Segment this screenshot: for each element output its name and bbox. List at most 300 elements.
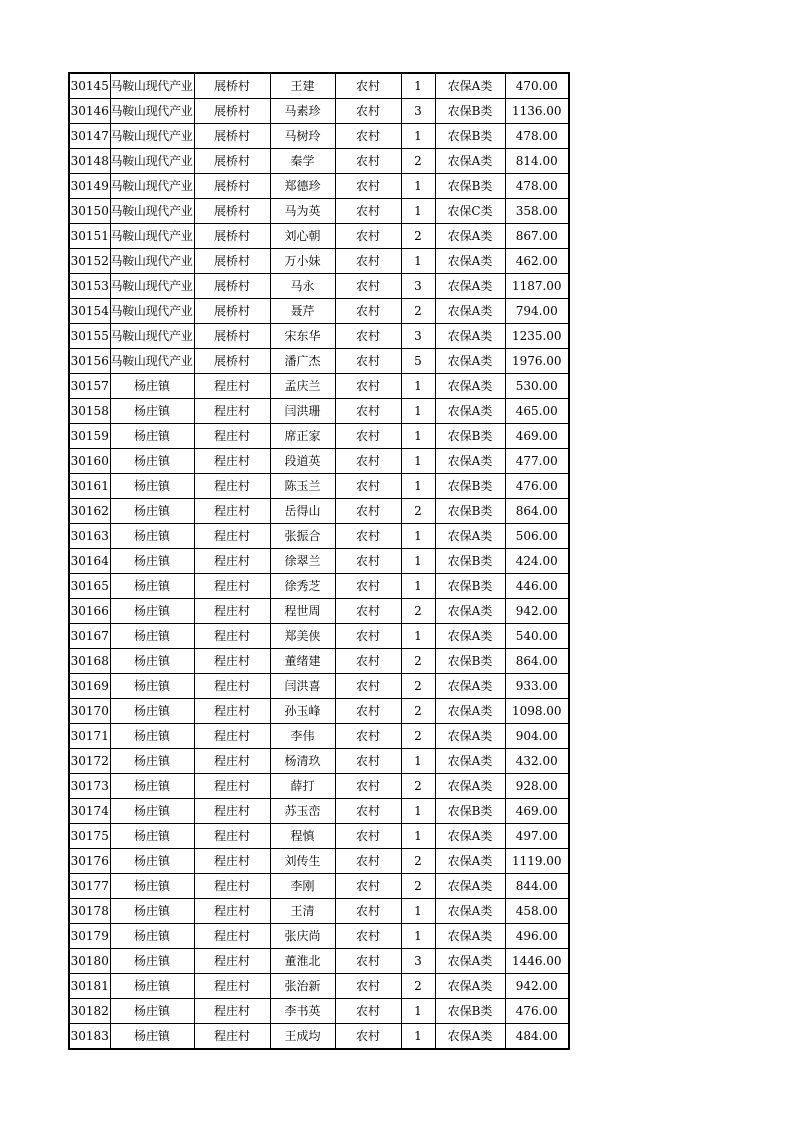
amount-cell: 1119.00 [505, 849, 569, 874]
town-cell: 马鞍山现代产业 [110, 199, 194, 224]
record-id-cell: 30168 [69, 649, 110, 674]
person-name-cell: 郑德珍 [270, 174, 335, 199]
residence-type-cell: 农村 [335, 474, 401, 499]
village-cell: 程庄村 [194, 1024, 270, 1050]
table-row [69, 399, 569, 424]
insurance-class-cell: 农保A类 [435, 1024, 505, 1050]
household-count-cell: 2 [401, 224, 435, 249]
table-row [69, 99, 569, 124]
village-cell: 程庄村 [194, 524, 270, 549]
table-row [69, 499, 569, 524]
amount-cell: 476.00 [505, 999, 569, 1024]
amount-cell: 470.00 [505, 73, 569, 99]
person-name-cell: 闫洪珊 [270, 399, 335, 424]
amount-cell: 1446.00 [505, 949, 569, 974]
household-count-cell: 1 [401, 799, 435, 824]
household-count-cell: 3 [401, 324, 435, 349]
person-name-cell: 陈玉兰 [270, 474, 335, 499]
record-id-cell: 30161 [69, 474, 110, 499]
insurance-class-cell: 农保A类 [435, 774, 505, 799]
record-id-cell: 30152 [69, 249, 110, 274]
village-cell: 程庄村 [194, 874, 270, 899]
household-count-cell: 2 [401, 974, 435, 999]
person-name-cell: 席正家 [270, 424, 335, 449]
town-cell: 杨庄镇 [110, 724, 194, 749]
amount-cell: 469.00 [505, 799, 569, 824]
insurance-class-cell: 农保A类 [435, 349, 505, 374]
town-cell: 马鞍山现代产业 [110, 349, 194, 374]
town-cell: 马鞍山现代产业 [110, 299, 194, 324]
amount-cell: 904.00 [505, 724, 569, 749]
insurance-class-cell: 农保A类 [435, 449, 505, 474]
person-name-cell: 杨清玖 [270, 749, 335, 774]
amount-cell: 814.00 [505, 149, 569, 174]
record-id-cell: 30154 [69, 299, 110, 324]
insurance-class-cell: 农保A类 [435, 824, 505, 849]
amount-cell: 465.00 [505, 399, 569, 424]
person-name-cell: 马树玲 [270, 124, 335, 149]
table-row [69, 73, 569, 99]
record-id-cell: 30146 [69, 99, 110, 124]
household-count-cell: 3 [401, 99, 435, 124]
amount-cell: 506.00 [505, 524, 569, 549]
residence-type-cell: 农村 [335, 749, 401, 774]
village-cell: 程庄村 [194, 974, 270, 999]
residence-type-cell: 农村 [335, 174, 401, 199]
record-id-cell: 30176 [69, 849, 110, 874]
amount-cell: 928.00 [505, 774, 569, 799]
amount-cell: 497.00 [505, 824, 569, 849]
town-cell: 杨庄镇 [110, 974, 194, 999]
record-id-cell: 30159 [69, 424, 110, 449]
table-row [69, 424, 569, 449]
village-cell: 展桥村 [194, 149, 270, 174]
household-count-cell: 1 [401, 824, 435, 849]
table-row [69, 199, 569, 224]
residence-type-cell: 农村 [335, 274, 401, 299]
household-count-cell: 1 [401, 574, 435, 599]
table-row [69, 574, 569, 599]
town-cell: 杨庄镇 [110, 949, 194, 974]
residence-type-cell: 农村 [335, 924, 401, 949]
household-count-cell: 1 [401, 249, 435, 274]
village-cell: 程庄村 [194, 899, 270, 924]
table-row [69, 549, 569, 574]
record-id-cell: 30163 [69, 524, 110, 549]
amount-cell: 942.00 [505, 974, 569, 999]
person-name-cell: 董绪建 [270, 649, 335, 674]
village-cell: 展桥村 [194, 299, 270, 324]
village-cell: 程庄村 [194, 374, 270, 399]
town-cell: 马鞍山现代产业 [110, 124, 194, 149]
person-name-cell: 郑美侠 [270, 624, 335, 649]
residence-type-cell: 农村 [335, 324, 401, 349]
amount-cell: 1235.00 [505, 324, 569, 349]
village-cell: 展桥村 [194, 274, 270, 299]
household-count-cell: 3 [401, 274, 435, 299]
insurance-class-cell: 农保B类 [435, 499, 505, 524]
village-cell: 程庄村 [194, 674, 270, 699]
residence-type-cell: 农村 [335, 624, 401, 649]
person-name-cell: 张振合 [270, 524, 335, 549]
record-id-cell: 30167 [69, 624, 110, 649]
town-cell: 杨庄镇 [110, 549, 194, 574]
village-cell: 程庄村 [194, 799, 270, 824]
amount-cell: 478.00 [505, 174, 569, 199]
record-id-cell: 30162 [69, 499, 110, 524]
residence-type-cell: 农村 [335, 224, 401, 249]
table-row [69, 924, 569, 949]
household-count-cell: 1 [401, 999, 435, 1024]
person-name-cell: 刘传生 [270, 849, 335, 874]
household-count-cell: 1 [401, 749, 435, 774]
town-cell: 杨庄镇 [110, 649, 194, 674]
village-cell: 展桥村 [194, 249, 270, 274]
record-id-cell: 30155 [69, 324, 110, 349]
record-id-cell: 30181 [69, 974, 110, 999]
residence-type-cell: 农村 [335, 999, 401, 1024]
town-cell: 马鞍山现代产业 [110, 174, 194, 199]
insurance-class-cell: 农保A类 [435, 224, 505, 249]
town-cell: 杨庄镇 [110, 799, 194, 824]
table-row [69, 849, 569, 874]
town-cell: 杨庄镇 [110, 624, 194, 649]
table-row [69, 949, 569, 974]
amount-cell: 462.00 [505, 249, 569, 274]
town-cell: 杨庄镇 [110, 849, 194, 874]
village-cell: 程庄村 [194, 749, 270, 774]
amount-cell: 1098.00 [505, 699, 569, 724]
residence-type-cell: 农村 [335, 649, 401, 674]
village-cell: 程庄村 [194, 699, 270, 724]
table-row [69, 1024, 569, 1050]
village-cell: 程庄村 [194, 924, 270, 949]
household-count-cell: 2 [401, 724, 435, 749]
household-count-cell: 2 [401, 849, 435, 874]
person-name-cell: 王清 [270, 899, 335, 924]
town-cell: 杨庄镇 [110, 899, 194, 924]
table-row [69, 724, 569, 749]
amount-cell: 942.00 [505, 599, 569, 624]
record-id-cell: 30165 [69, 574, 110, 599]
amount-cell: 469.00 [505, 424, 569, 449]
record-id-cell: 30166 [69, 599, 110, 624]
record-id-cell: 30145 [69, 73, 110, 99]
town-cell: 杨庄镇 [110, 374, 194, 399]
amount-cell: 867.00 [505, 224, 569, 249]
person-name-cell: 张庆尚 [270, 924, 335, 949]
household-count-cell: 2 [401, 599, 435, 624]
insurance-class-cell: 农保A类 [435, 949, 505, 974]
person-name-cell: 宋东华 [270, 324, 335, 349]
table-row [69, 599, 569, 624]
village-cell: 程庄村 [194, 599, 270, 624]
table-row [69, 224, 569, 249]
amount-cell: 1976.00 [505, 349, 569, 374]
village-cell: 展桥村 [194, 199, 270, 224]
insurance-class-cell: 农保A类 [435, 699, 505, 724]
household-count-cell: 1 [401, 899, 435, 924]
record-id-cell: 30173 [69, 774, 110, 799]
town-cell: 杨庄镇 [110, 824, 194, 849]
insurance-class-cell: 农保A类 [435, 749, 505, 774]
record-id-cell: 30158 [69, 399, 110, 424]
person-name-cell: 潘广杰 [270, 349, 335, 374]
village-cell: 程庄村 [194, 649, 270, 674]
record-id-cell: 30148 [69, 149, 110, 174]
insurance-class-cell: 农保C类 [435, 199, 505, 224]
table-row [69, 874, 569, 899]
town-cell: 杨庄镇 [110, 1024, 194, 1050]
village-cell: 展桥村 [194, 224, 270, 249]
amount-cell: 1187.00 [505, 274, 569, 299]
village-cell: 展桥村 [194, 324, 270, 349]
residence-type-cell: 农村 [335, 674, 401, 699]
household-count-cell: 3 [401, 949, 435, 974]
insurance-class-cell: 农保B类 [435, 549, 505, 574]
amount-cell: 358.00 [505, 199, 569, 224]
amount-cell: 432.00 [505, 749, 569, 774]
town-cell: 杨庄镇 [110, 474, 194, 499]
town-cell: 杨庄镇 [110, 574, 194, 599]
amount-cell: 864.00 [505, 649, 569, 674]
household-count-cell: 2 [401, 874, 435, 899]
residence-type-cell: 农村 [335, 974, 401, 999]
insurance-class-cell: 农保A类 [435, 624, 505, 649]
household-count-cell: 1 [401, 624, 435, 649]
village-cell: 程庄村 [194, 824, 270, 849]
amount-cell: 794.00 [505, 299, 569, 324]
household-count-cell: 1 [401, 374, 435, 399]
record-id-cell: 30177 [69, 874, 110, 899]
table-row [69, 249, 569, 274]
table-row [69, 699, 569, 724]
table-row [69, 274, 569, 299]
household-count-cell: 2 [401, 774, 435, 799]
person-name-cell: 李伟 [270, 724, 335, 749]
table-row [69, 324, 569, 349]
insurance-class-cell: 农保A类 [435, 599, 505, 624]
residence-type-cell: 农村 [335, 449, 401, 474]
amount-cell: 496.00 [505, 924, 569, 949]
residence-type-cell: 农村 [335, 574, 401, 599]
record-id-cell: 30175 [69, 824, 110, 849]
person-name-cell: 马为英 [270, 199, 335, 224]
residence-type-cell: 农村 [335, 124, 401, 149]
record-id-cell: 30180 [69, 949, 110, 974]
residence-type-cell: 农村 [335, 849, 401, 874]
insurance-class-cell: 农保B类 [435, 574, 505, 599]
insurance-class-cell: 农保A类 [435, 974, 505, 999]
residence-type-cell: 农村 [335, 73, 401, 99]
record-id-cell: 30174 [69, 799, 110, 824]
table-row [69, 774, 569, 799]
town-cell: 杨庄镇 [110, 999, 194, 1024]
person-name-cell: 刘心朝 [270, 224, 335, 249]
household-count-cell: 1 [401, 399, 435, 424]
person-name-cell: 徐秀芝 [270, 574, 335, 599]
table-row [69, 649, 569, 674]
residence-type-cell: 农村 [335, 824, 401, 849]
household-count-cell: 1 [401, 924, 435, 949]
household-count-cell: 1 [401, 73, 435, 99]
household-count-cell: 5 [401, 349, 435, 374]
record-id-cell: 30164 [69, 549, 110, 574]
record-id-cell: 30153 [69, 274, 110, 299]
household-count-cell: 2 [401, 649, 435, 674]
residence-type-cell: 农村 [335, 724, 401, 749]
residence-type-cell: 农村 [335, 99, 401, 124]
record-id-cell: 30172 [69, 749, 110, 774]
town-cell: 杨庄镇 [110, 524, 194, 549]
household-count-cell: 1 [401, 549, 435, 574]
village-cell: 程庄村 [194, 499, 270, 524]
town-cell: 杨庄镇 [110, 749, 194, 774]
village-cell: 展桥村 [194, 99, 270, 124]
person-name-cell: 马永 [270, 274, 335, 299]
village-cell: 程庄村 [194, 624, 270, 649]
insurance-class-cell: 农保B类 [435, 174, 505, 199]
insurance-class-cell: 农保A类 [435, 149, 505, 174]
village-cell: 程庄村 [194, 424, 270, 449]
person-name-cell: 马素珍 [270, 99, 335, 124]
person-name-cell: 闫洪喜 [270, 674, 335, 699]
insurance-class-cell: 农保B类 [435, 799, 505, 824]
household-count-cell: 2 [401, 499, 435, 524]
person-name-cell: 段道英 [270, 449, 335, 474]
residence-type-cell: 农村 [335, 349, 401, 374]
town-cell: 马鞍山现代产业 [110, 73, 194, 99]
person-name-cell: 苏玉峦 [270, 799, 335, 824]
person-name-cell: 李刚 [270, 874, 335, 899]
household-count-cell: 2 [401, 699, 435, 724]
residence-type-cell: 农村 [335, 499, 401, 524]
record-id-cell: 30157 [69, 374, 110, 399]
person-name-cell: 徐翠兰 [270, 549, 335, 574]
record-id-cell: 30150 [69, 199, 110, 224]
table-row [69, 524, 569, 549]
village-cell: 程庄村 [194, 399, 270, 424]
amount-cell: 424.00 [505, 549, 569, 574]
amount-cell: 933.00 [505, 674, 569, 699]
person-name-cell: 孟庆兰 [270, 374, 335, 399]
insurance-class-cell: 农保A类 [435, 674, 505, 699]
person-name-cell: 孙玉峰 [270, 699, 335, 724]
person-name-cell: 张治新 [270, 974, 335, 999]
household-count-cell: 1 [401, 424, 435, 449]
village-cell: 展桥村 [194, 73, 270, 99]
assistance-roster-table [68, 72, 570, 1050]
table-row [69, 824, 569, 849]
household-count-cell: 1 [401, 1024, 435, 1050]
household-count-cell: 2 [401, 674, 435, 699]
residence-type-cell: 农村 [335, 299, 401, 324]
record-id-cell: 30156 [69, 349, 110, 374]
amount-cell: 844.00 [505, 874, 569, 899]
record-id-cell: 30182 [69, 999, 110, 1024]
table-row [69, 124, 569, 149]
amount-cell: 1136.00 [505, 99, 569, 124]
residence-type-cell: 农村 [335, 899, 401, 924]
table-row [69, 749, 569, 774]
household-count-cell: 1 [401, 449, 435, 474]
insurance-class-cell: 农保A类 [435, 299, 505, 324]
insurance-class-cell: 农保B类 [435, 124, 505, 149]
table-row [69, 624, 569, 649]
town-cell: 杨庄镇 [110, 449, 194, 474]
insurance-class-cell: 农保A类 [435, 274, 505, 299]
village-cell: 展桥村 [194, 174, 270, 199]
residence-type-cell: 农村 [335, 799, 401, 824]
town-cell: 杨庄镇 [110, 399, 194, 424]
insurance-class-cell: 农保A类 [435, 399, 505, 424]
household-count-cell: 1 [401, 199, 435, 224]
table-body [69, 73, 569, 1049]
table-row [69, 149, 569, 174]
residence-type-cell: 农村 [335, 249, 401, 274]
person-name-cell: 王建 [270, 73, 335, 99]
town-cell: 马鞍山现代产业 [110, 324, 194, 349]
insurance-class-cell: 农保A类 [435, 849, 505, 874]
town-cell: 杨庄镇 [110, 424, 194, 449]
residence-type-cell: 农村 [335, 874, 401, 899]
person-name-cell: 秦学 [270, 149, 335, 174]
residence-type-cell: 农村 [335, 1024, 401, 1050]
residence-type-cell: 农村 [335, 199, 401, 224]
table-row [69, 999, 569, 1024]
household-count-cell: 1 [401, 124, 435, 149]
village-cell: 程庄村 [194, 574, 270, 599]
insurance-class-cell: 农保A类 [435, 249, 505, 274]
person-name-cell: 程世周 [270, 599, 335, 624]
record-id-cell: 30178 [69, 899, 110, 924]
table-row [69, 474, 569, 499]
residence-type-cell: 农村 [335, 699, 401, 724]
insurance-class-cell: 农保A类 [435, 874, 505, 899]
village-cell: 程庄村 [194, 549, 270, 574]
residence-type-cell: 农村 [335, 599, 401, 624]
town-cell: 马鞍山现代产业 [110, 274, 194, 299]
record-id-cell: 30183 [69, 1024, 110, 1050]
person-name-cell: 万小妹 [270, 249, 335, 274]
insurance-class-cell: 农保A类 [435, 374, 505, 399]
insurance-class-cell: 农保B类 [435, 999, 505, 1024]
insurance-class-cell: 农保A类 [435, 924, 505, 949]
residence-type-cell: 农村 [335, 149, 401, 174]
record-id-cell: 30171 [69, 724, 110, 749]
table-row [69, 674, 569, 699]
person-name-cell: 岳得山 [270, 499, 335, 524]
town-cell: 杨庄镇 [110, 924, 194, 949]
village-cell: 程庄村 [194, 724, 270, 749]
person-name-cell: 程慎 [270, 824, 335, 849]
town-cell: 马鞍山现代产业 [110, 149, 194, 174]
amount-cell: 476.00 [505, 474, 569, 499]
household-count-cell: 1 [401, 174, 435, 199]
residence-type-cell: 农村 [335, 374, 401, 399]
amount-cell: 540.00 [505, 624, 569, 649]
household-count-cell: 2 [401, 149, 435, 174]
household-count-cell: 1 [401, 474, 435, 499]
residence-type-cell: 农村 [335, 774, 401, 799]
table-row [69, 174, 569, 199]
village-cell: 程庄村 [194, 774, 270, 799]
town-cell: 杨庄镇 [110, 674, 194, 699]
table-row [69, 449, 569, 474]
village-cell: 程庄村 [194, 449, 270, 474]
record-id-cell: 30179 [69, 924, 110, 949]
amount-cell: 864.00 [505, 499, 569, 524]
